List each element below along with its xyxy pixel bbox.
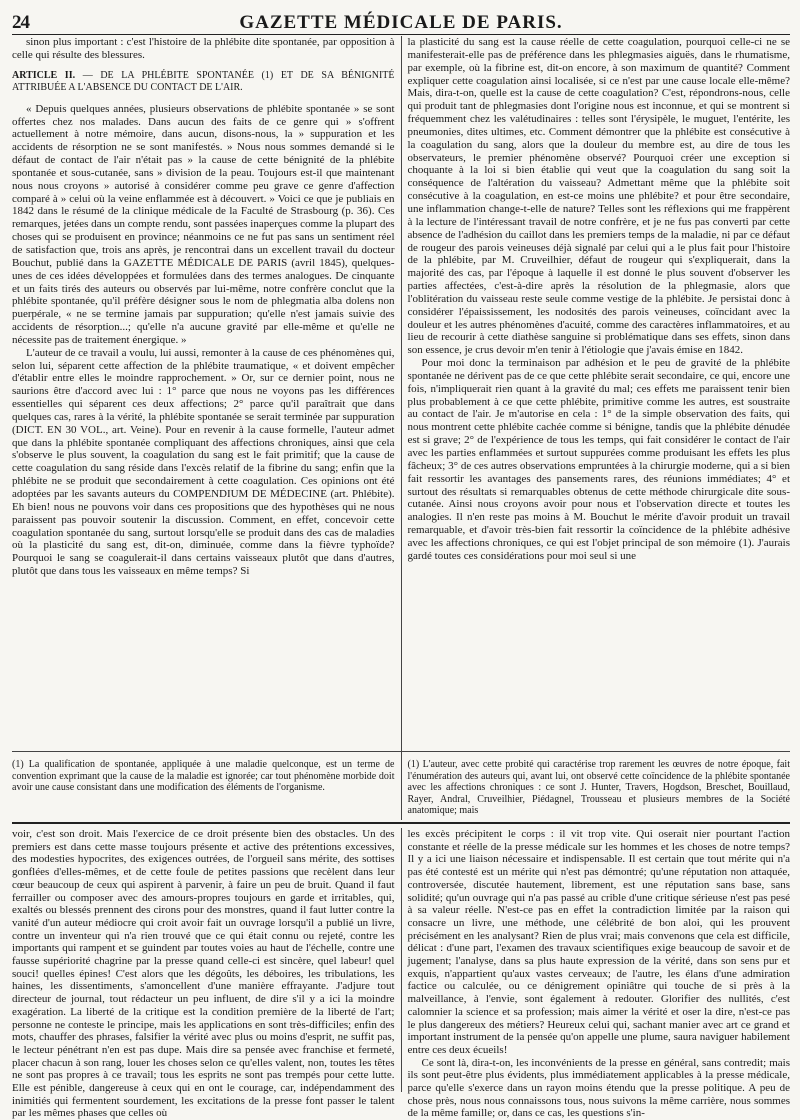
lower-right-column xyxy=(402,828,791,1120)
page-header xyxy=(12,6,790,35)
article-title: — DE LA PHLÉBITE SPONTANÉE (1) ET DE SA BÉNIGNITÉ ATTRIBUÉE A L'ABSENCE DU CONTACT DE L'AIR. xyxy=(12,69,395,94)
footnote-left: (1) La qualification de spontanée, appliquée à une maladie quelconque, est un terme de convention exprimant que la cause de la maladie est ignorée; car tout phénomène morbide doit avoir une cause consistant dans une modification des éléments de l'organisme. xyxy=(12,752,402,820)
lower-columns xyxy=(12,828,790,1120)
article-heading xyxy=(12,70,395,95)
footnote-right: (1) L'auteur, avec cette probité qui caractérise trop rarement les œuvres de notre époque, fait l'énumération des auteurs qui, avant lui, ont observé cette coïncidence de la phlébite spontanée avec les affections chroniques : ce sont J. Hunter, Travers, Hogdson, Breschet, Bouillaud, Rayer, Andral, Cruveilhier, Piédagnel, Trousseau et plusieurs membres de la Société anatomique; mais xyxy=(407,759,790,817)
journal-title: GAZETTE MÉDICALE DE PARIS. xyxy=(239,12,563,33)
footnotes xyxy=(12,751,790,820)
right-paragraph: la plasticité du sang est la cause réelle de cette coagulation, pourquoi celle-ci ne se manifesterait-elle pas de préférence dans les phlegmasies aiguës, dans le rhumatisme, par exemple, où la fibrine est, dit-on encore, à son maximum de quantité? Comment expliquer cette coagulation ainsi localisée, si ce n'est par une cause locale elle-même? Mais, dira-t-on, quelle est la cause de cette coagulation? C'est, répondrons-nous, celle qui produit tant de phlegmasies dont l'origine nous est inconnue, et qui se montrent si fréquemment chez les valétudinaires : telles sont l'érysipèle, le muguet, l'entérite, les pneumonies, dites ultimes, etc. Comment démontrer que la phlébite est consécutive à la coagulation du sang, alors que la douleur du membre est, au dire de tous les observateurs, le premier phénomène observé? Pourquoi créer une exception si choquante à la loi si bien établie qui veut que la coagulation du sang soit la conséquence de l'altération du vaisseau? Admettant même que la phlébite soit consécutive à la coagulation, en est-ce moins une phlébite? et pour être secondaire, une inflammation change-t-elle de nature? Telles sont les réflexions qui me frappèrent à la lecture de l'intéressant travail de notre confrère, et je ne fus pas converti par cette absence de l'adhésion du caillot dans les premiers temps de la maladie, ni par ce défaut de rougeur des parois veineuses déjà signalé par celui qui a le plus fait pour l'histoire de la phlébite, par M. Cruveilhier, défaut de rougeur qui s'expliquerait, dans la majorité des cas, par l'époque à laquelle il est donné le plus souvent d'observer les parties affectées, c'est-à-dire après la résolution de la phlegmasie, alors que l'oblitération du vaisseau reste seule comme vestige de la phlébite. Je persistai donc à considérer l'épaississement, les nodosités des parois veineuses, coïncidant avec la douleur et les autres phénomènes d'acuité, comme des caractères inflammatoires, et au lieu de recourir à cette diathèse sanguine si problématique dans ses effets, sinon dans son essence, je crus devoir m'en tenir à l'étiologie que j'avais émise en 1842. xyxy=(407,36,790,357)
lower-left-paragraph: voir, c'est son droit. Mais l'exercice de ce droit présente bien des obstacles. Un des premiers est dans cette masse toujours présente et active des prétentions excessives, des modesties hypocrites, des exigences outrées, de l'orgueil sans mérite, des sottises gonflées d'elles-mêmes, et de cette foule de petites passions que recèlent dans leur cœur beaucoup de ceux qui aspirent à parvenir, à faire un peu de bruit. Quand il faut ferrailler ou composer avec des amours-propres toujours en garde et irritables, qui, exaltés ou blessés prennent des cirons pour des monstres, quand il faut lutter contre la vanité d'un auteur médiocre qui croit avoir fait un ouvrage lorsqu'il a publié un livre, contre un inventeur qui n'a rien trouvé que ce qui était connu ou rejeté, contre les importants qui rampent et se guindent par toutes voies au haut de l'échelle, contre une fausse supériorité chagrine par la presse quand celle-ci est sincère, quel labeur! quel souci! quelles épines! C'est alors que les dégoûts, les déboires, les tribulations, les haines, les dissentiments, s'amoncellent d'une manière effrayante. J'adjure tout directeur de journal, tout rédacteur un peu influent, de dire s'il y a ici la moindre exagération. La liberté de la critique est la condition première de la liberté de l'art; personne ne conteste le principe, mais les applications en sont très-difficiles; enfin des mots, chauffer des phrases, falsifier la vérité avec plus ou moins d'esprit, ne suffit pas, le lecteur pénétrant n'en est pas dupe. Mais dire sa pensée avec franchise et fermeté, placer chacun à son rang, louer les choses selon ce qu'elles valent, non, toutes les têtes ne sont pas propres à ce travail; tous les esprits ne sont pas trempés pour cette lutte. Elle est pénible, dangereuse à ceux qui en ont le courage, car, indépendamment des inimitiés qui fermentent sourdement, les excitations de la presse font passer le talent par les mêmes phases que celles où xyxy=(12,828,395,1120)
right-paragraph: Pour moi donc la terminaison par adhésion et le peu de gravité de la phlébite spontanée ne dérivent pas de ce que cette phlébite serait secondaire, ce qui, encore une fois, n'impliquerait rien quant à la gravité du mal; ces effets me paraissent tenir bien plus probablement à ce que cette phlébite, primitive comme les autres, est soustraite au contact de l'air. Je m'autorise en cela : 1° de la simple observation des faits, qui nous montrent cette phlébite cachée comme si bénigne, tandis que la phlébite dénudée est si grave; 2° de l'expérience de tous les temps, qui fait considérer le contact de l'air avec les parties enflammées et surtout suppurées comme produisant les effets les plus fâcheux; 3° de ces autres observations empruntées à la chirurgie moderne, qui a si bien fait ressortir les avantages des pansements rares, des réunions immédiates; 4° et surtout des résultats si remarquables obtenus de cette méthode chirurgicale dite sous-cutanée. Ainsi nous croyons avoir pour nous et l'observation directe et toutes les analogies. Il n'en reste pas moins à M. Bouchut le mérite d'avoir produit un travail remarquable, et d'avoir très-bien fait ressortir la coïncidence de la phlébite adhésive avec les affections chroniques, ce qui est l'objet principal de son mémoire (1). J'aurais gardé toutes ces considérations pour moi seul si une xyxy=(407,357,790,562)
left-paragraph: L'auteur de ce travail a voulu, lui aussi, remonter à la cause de ces phénomènes qui, selon lui, séparent cette affection de la phlébite traumatique, « et doivent empêcher d'établir entre elles le moindre rapprochement. » Or, sur ce dernier point, nous ne saurions être d'accord avec lui : 1° parce que nous ne voyons pas les différences essentielles qui séparent ces deux affections; 2° parce qu'il paraîtrait que dans quelques cas, rares à la vérité, la phlébite spontanée se serait terminée par suppuration (DICT. EN 30 VOL., art. Veine). Pour en revenir à la cause formelle, l'auteur admet que dans la phlébite spontanée compliquant des affections chroniques, ainsi que cela s'observe le plus souvent, la coagulation du sang est le fait primitif; que la cause de cette coagulation du sang réside dans l'excès relatif de la fibrine du sang; enfin que la phlébite ne se produit que secondairement à cette coagulation. Ces opinions ont été adoptées par les savants auteurs du COMPENDIUM DE MÉDECINE (art. Phlébite). Eh bien! nous ne pouvons voir dans ces propositions que des hypothèses qui ne nous paraissent pas pouvoir soutenir la discussion. Comment, en effet, concevoir cette coagulation spontanée du sang, surtout lorsqu'elle se produit dans des cas de maladies où la plasticité du sang est, dit-on, diminuée, comme dans la fièvre typhoïde? Pourquoi le sang se coagulerait-il dans certains vaisseaux plutôt que dans d'autres, plutôt que dans tous les vaisseaux en même temps? Si xyxy=(12,346,395,578)
left-column xyxy=(12,36,402,751)
right-column xyxy=(402,36,791,751)
opening-paragraph: sinon plus important : c'est l'histoire de la phlébite dite spontanée, par opposition à celle qui résulte des blessures. xyxy=(12,36,395,61)
section-divider xyxy=(12,822,790,824)
lower-right-paragraph: Ce sont là, dira-t-on, les inconvénients de la presse en général, sans contredit; mais ils sont peut-être plus évidents, plus immédiatement applicables à la presse médicale, parce qu'elle s'exerce dans un rayon moins étendu que la presse politique. A peu de chose près, nous nous connaissons tous, nous suivons la même carrière, nous sommes de la même famille; or, dans ce cas, les questions s'in- xyxy=(407,1056,790,1120)
lower-left-column xyxy=(12,828,402,1120)
article-label: ARTICLE II. xyxy=(12,69,76,81)
page-number: 24 xyxy=(12,12,29,33)
lower-right-paragraph: les excès précipitent le corps : il vit trop vite. Qui oserait nier pourtant l'action constante et réelle de la presse médicale sur les hommes et les choses de notre temps? Il y a ici une liaison nécessaire et indispensable. Il est certain que tout mérite qui n'a pas été contesté est un mérite qui n'est pas démontré; qu'une réputation non attaquée, controversée, discutée hautement, librement, est une réputation sans base, sans solidité; qu'un ouvrage qui n'a pas passé au crible d'une critique sérieuse n'est pas pesé à sa valeur réelle. N'est-ce pas en effet la contradiction limitée par la raison qui consacre un livre, une méthode, une célébrité de bon aloi, qui les prouvent précisément en les analysant? Rien de plus vrai; mais convenons que cela est difficile, délicat : d'une part, l'examen des travaux scientifiques exige beaucoup de savoir et de jugement; l'analyse, dans sa plus haute expression de la vérité, dans son sens pur et exquis, n'appartient qu'aux vastes cerveaux; de l'autre, les élans d'une admiration factice ou calculée, ou ce dénigrement opiniâtre qui touche de si près à la malveillance, à l'envie, sont également à redouter. Glorifier des nullités, c'est calomnier la science et sa profession; mais aimer la vérité et oser la dire, n'est-ce pas le plus dangereux des métiers? Heureux celui qui, sachant manier avec art ce grand et important instrument de la pensée qu'on appelle une plume, saura naviguer habilement entre ces deux écueils! xyxy=(407,828,790,1056)
upper-columns xyxy=(12,36,790,751)
left-paragraph: « Depuis quelques années, plusieurs observations de phlébite spontanée » se sont offertes chez nos malades. Dans aucun des faits de ce genre qui » s'offrent actuellement à notre mémoire, dans aucun, disons-nous, la » suppuration et les accidents de résorption ne se sont manifestés. » Nous nous sommes demandé si le défaut de contact de l'air n'était pas » la cause de cette bénignité de la phlébite spontanée et sous-cutanée, sans » division de la peau. Toujours est-il que maintenant nous nous croyons » autorisé à considérer comme peu grave ce genre d'affection comparé à » celui où la veine enflammée est à découvert. » Voici ce que je publiais en 1842 dans le résumé de la clinique médicale de la Faculté de Strasbourg (p. 36). Ces remarques, jetées dans un compte rendu, sont passées inaperçues comme la plupart des choses qui se produisent en province; néanmoins ce ne fut pas sans un sentiment réel de satisfaction que, trois ans après, je rencontrai dans un excellent travail du docteur Bouchut, publié dans la GAZETTE MÉDICALE DE PARIS (avril 1845), quelques-unes de ces idées développées et formulées dans des termes analogues. De cinquante et un faits tirés des auteurs ou observés par lui-même, notre confrère conclut que la phlébite spontanée, qu'il préfère désigner sous le nom de phlegmatia alba dolens non puerpérale, « ne se termine jamais par suppuration; qu'elle n'est jamais suivie des accidents de résorption...; qu'elle n'a aucune gravité par elle-même et qu'elle ne nécessite pas de traitement énergique. » xyxy=(12,102,395,346)
